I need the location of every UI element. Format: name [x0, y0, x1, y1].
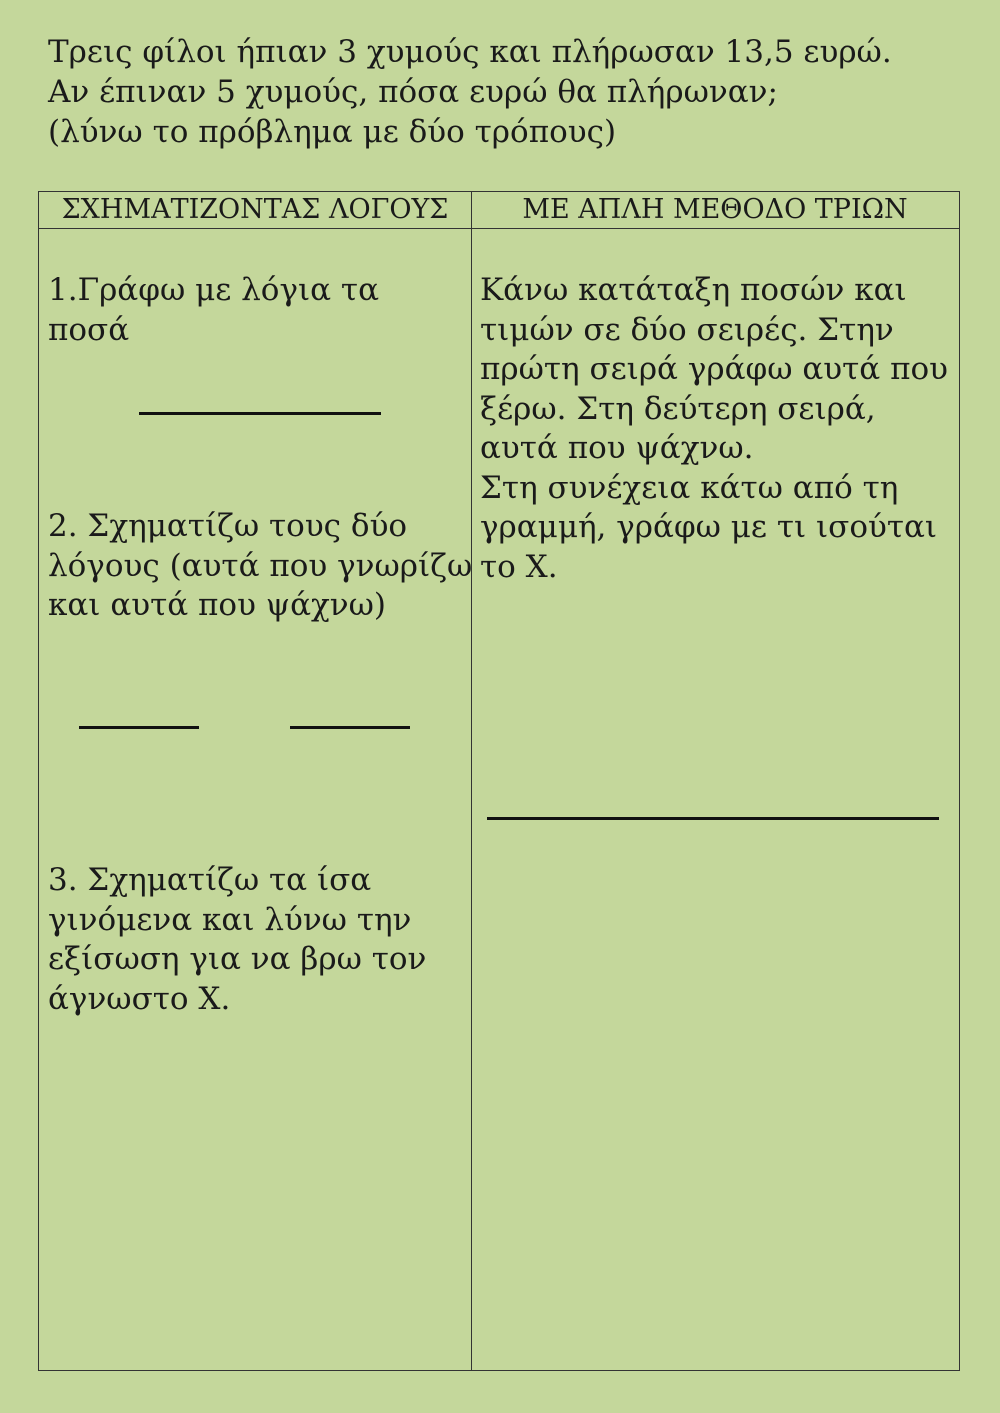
step-3-line: γινόμενα και λύνω την: [48, 901, 412, 938]
rule-of-three-instructions: [480, 271, 948, 587]
problem-statement: [48, 32, 968, 152]
step-2-line: 2. Σχηματίζω τους δύο: [48, 508, 408, 544]
ratio-line-known: [79, 726, 199, 729]
step-3-line: 3. Σχηματίζω τα ίσα: [48, 862, 372, 898]
header-divider: [39, 228, 959, 229]
header-ratios: ΣΧΗΜΑΤΙΖΟΝΤΑΣ ΛΟΓΟΥΣ: [61, 194, 449, 225]
instruction-line: Στη συνέχεια κάτω από τη: [480, 469, 899, 506]
problem-line-1: Τρεις φίλοι ήπιαν 3 χυμούς και πλήρωσαν 13,5 ευρώ.: [48, 34, 892, 70]
step-1-text: [48, 271, 379, 350]
instruction-line: Κάνω κατάταξη ποσών και: [480, 272, 907, 308]
step-2-text: [48, 507, 472, 626]
step-2-line: και αυτά που ψάχνω): [48, 587, 387, 623]
ratio-line-unknown: [290, 726, 410, 729]
solution-table: [38, 191, 960, 1371]
instruction-line: αυτά που ψάχνω.: [480, 430, 754, 466]
step-1-line: 1.Γράφω με λόγια τα: [48, 272, 380, 308]
step-3-text: [48, 861, 426, 1019]
instruction-line: τιμών σε δύο σειρές. Στην: [480, 311, 894, 348]
problem-line-3: (λύνω το πρόβλημα με δύο τρόπους): [48, 114, 617, 150]
problem-line-2: Αν έπιναν 5 χυμούς, πόσα ευρώ θα πλήρωναν;: [48, 74, 778, 110]
header-rule-of-three: ΜΕ ΑΠΛΗ ΜΕΘΟΔΟ ΤΡΙΩΝ: [522, 194, 908, 225]
column-divider: [471, 192, 472, 1370]
step-2-line: λόγους (αυτά που γνωρίζω: [48, 547, 473, 584]
rule-of-three-line: [487, 817, 939, 820]
step-3-line: εξίσωση για να βρω τον: [48, 941, 427, 977]
answer-line-quantities: [139, 412, 381, 415]
instruction-line: το Χ.: [480, 548, 558, 585]
instruction-line: ξέρω. Στη δεύτερη σειρά,: [480, 390, 876, 427]
instruction-line: πρώτη σειρά γράφω αυτά που: [480, 351, 948, 387]
step-1-line: ποσά: [48, 311, 130, 348]
step-3-line: άγνωστο Χ.: [48, 980, 231, 1017]
instruction-line: γραμμή, γράφω με τι ισούται: [480, 509, 938, 545]
